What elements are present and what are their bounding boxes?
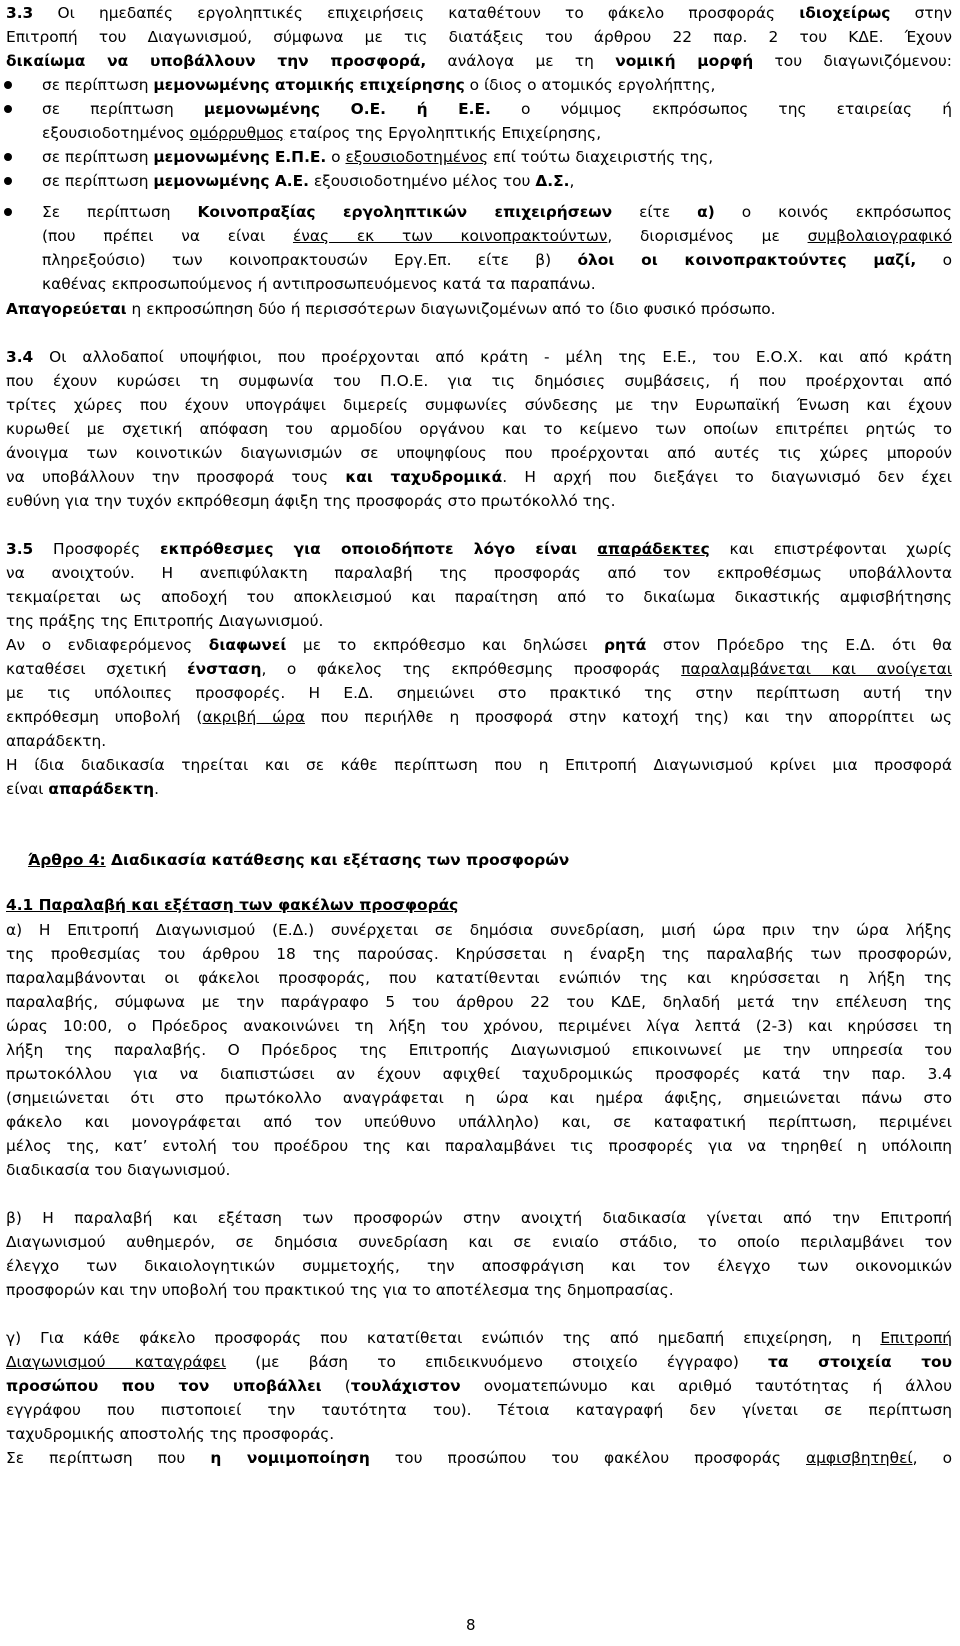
s4-1-a-line-6: λήξη της παραλαβής. Ο Πρόεδρος της Επιτροπής Διαγωνισμού επικοινωνεί με την υπηρεσία του bbox=[6, 1041, 952, 1059]
s3-4-line-7: ευθύνη για την τυχόν εκπρόθεσμη άφιξη της προσφοράς στο πρωτόκολλό της. bbox=[6, 492, 616, 510]
bullet-item-2: σε περίπτωση μεμονωμένης Ο.Ε. ή Ε.Ε. ο νόμιμος εκπρόσωπος της εταιρείας ή bbox=[42, 100, 952, 118]
page-number: 8 bbox=[466, 1616, 476, 1634]
s3-5-line-9: απαράδεκτη. bbox=[6, 732, 107, 750]
s4-1-a-line-4: παραλαβής, σύμφωνα με την παράγραφο 5 του άρθρου 22 του ΚΔΕ, δηλαδή μετά την επέλευση της bbox=[6, 993, 952, 1011]
section-number: 3.3 bbox=[6, 4, 34, 22]
s4-1-c-line-3: προσώπου που τον υποβάλλει (τουλάχιστον ονοματεπώνυμο και αριθμό ταυτότητας ή άλλου bbox=[6, 1377, 952, 1395]
s3-5-line-1: 3.5 Προσφορές εκπρόθεσμες για οποιοδήποτε λόγο είναι απαράδεκτες και επιστρέφονται χωρίς bbox=[6, 540, 952, 558]
s4-1-b-line-2: Διαγωνισμού αυθημερόν, σε δημόσια συνεδρίαση και σε ενιαίο στάδιο, το οποίο περιλαμβάνει τον bbox=[6, 1233, 952, 1251]
s3-4-line-4: κυρωθεί με σχετική απόφαση του αρμοδίου οργάνου και το κείμενο των οποίων επιτρέπει ρητώς το bbox=[6, 420, 952, 438]
bullet-item-2-cont: εξουσιοδοτημένος ομόρρυθμος εταίρος της Εργοληπτικής Επιχείρησης, bbox=[42, 124, 602, 142]
s4-1-b-line-3: έλεγχο των δικαιολογητικών συμμετοχής, την αποσφράγιση και τον έλεγχο των οικονομικών bbox=[6, 1257, 952, 1275]
s4-1-a-line-10: μέλος της, κατ’ εντολή του προέδρου της και παραλαμβάνει τις προσφορές για να τηρηθεί η υπόλοιπη bbox=[6, 1137, 952, 1155]
s3-4-line-6: να υποβάλλουν την προσφορά τους και ταχυδρομικά. Η αρχή που διεξάγει το διαγωνισμό δεν έχει bbox=[6, 468, 952, 486]
s3-5-line-7: με τις υπόλοιπες προσφορές. Η Ε.Δ. σημειώνει στο πρακτικό της στην περίπτωση αυτή την bbox=[6, 684, 952, 702]
bullet-item-5-cont-3: καθένας εκπροσωπούμενος ή αντιπροσωπευόμενος κατά τα παραπάνω. bbox=[42, 275, 596, 293]
s3-3-line-2: Επιτροπή του Διαγωνισμού, σύμφωνα με τις διατάξεις του άρθρου 22 παρ. 2 του ΚΔΕ. Έχουν bbox=[6, 28, 952, 46]
s3-3-line-3: δικαίωμα να υποβάλλουν την προσφορά, ανάλογα με τη νομική μορφή του διαγωνιζόμενου: bbox=[6, 52, 952, 70]
s4-1-c-line-2: Διαγωνισμού καταγράφει (με βάση το επιδεικνυόμενο στοιχείο έγγραφο) τα στοιχεία του bbox=[6, 1353, 952, 1371]
bullet-item-4: σε περίπτωση μεμονωμένης Α.Ε. εξουσιοδοτημένο μέλος του Δ.Σ., bbox=[42, 172, 575, 190]
s4-1-a-line-3: παραλαμβάνονται οι φάκελοι προσφοράς, που κατατίθενται ενώπιόν της και κηρύσσεται η λήξη της bbox=[6, 969, 952, 987]
s3-5-line-3: τεκμαίρεται ως αποδοχή του αποκλεισμού και παραίτηση από το δικαίωμα δικαστικής αμφισβήτησης bbox=[6, 588, 952, 606]
s3-5-line-10: Η ίδια διαδικασία τηρείται και σε κάθε περίπτωση που η Επιτροπή Διαγωνισμού κρίνει μια προσφορά bbox=[6, 756, 952, 774]
section-number: 3.5 bbox=[6, 540, 34, 558]
subsection-title: 4.1 Παραλαβή και εξέταση των φακέλων προσφοράς bbox=[6, 896, 459, 914]
s3-4-line-2: που έχουν κυρώσει τη συμφωνία του Π.Ο.Ε. για τις δημόσιες συμβάσεις, ή που προέρχονται από bbox=[6, 372, 952, 390]
s4-1-b-line-1: β) Η παραλαβή και εξέταση των προσφορών στην ανοιχτή διαδικασία γίνεται από την Επιτροπή bbox=[6, 1209, 952, 1227]
bullet-icon bbox=[4, 153, 12, 161]
bullet-item-5-cont-1: (που πρέπει να είναι ένας εκ των κοινοπρακτούντων, διορισμένος με συμβολαιογραφικό bbox=[42, 227, 952, 245]
s3-4-line-5: άνοιγμα των κοινοτικών διαγωνισμών σε υποψηφίους που προέρχονται από αυτές τις χώρες μπορούν bbox=[6, 444, 952, 462]
s4-1-c-line-5: ταχυδρομικής αποστολής της προσφοράς. bbox=[6, 1425, 335, 1443]
s3-3-last-line: Απαγορεύεται η εκπροσώπηση δύο ή περισσότερων διαγωνιζομένων από το ίδιο φυσικό πρόσωπο. bbox=[6, 300, 776, 318]
bullet-item-5: Σε περίπτωση Κοινοπραξίας εργοληπτικών επιχειρήσεων είτε α) ο κοινός εκπρόσωπος bbox=[42, 203, 952, 221]
s4-1-a-line-2: της προθεσμίας του άρθρου 18 της παρούσας. Κηρύσσεται η έναρξη της παραλαβής των προσφορών, bbox=[6, 945, 952, 963]
article-title: Άρθρο 4: Διαδικασία κατάθεσης και εξέτασης των προσφορών bbox=[28, 851, 570, 869]
s3-5-line-2: να ανοιχτούν. Η ανεπιφύλακτη παραλαβή της προσφοράς από τον εκπροθέσμως υποβάλλοντα bbox=[6, 564, 952, 582]
s3-4-line-1: 3.4 Οι αλλοδαποί υποψήφιοι, που προέρχονται από κράτη - μέλη της Ε.Ε., του Ε.Ο.Χ. και από κράτη bbox=[6, 348, 952, 366]
s3-3-line-1: 3.3 Οι ημεδαπές εργοληπτικές επιχειρήσεις καταθέτουν το φάκελο προσφοράς ιδιοχείρως στην bbox=[6, 4, 952, 22]
s4-1-a-line-11: διαδικασία του διαγωνισμού. bbox=[6, 1161, 231, 1179]
s4-1-c-line-6: Σε περίπτωση που η νομιμοποίηση του προσώπου του φακέλου προσφοράς αμφισβητηθεί, ο bbox=[6, 1449, 952, 1467]
s4-1-a-line-7: πρωτοκόλλου για να διαπιστώσει αν έχουν αφιχθεί ταχυδρομικώς προσφορές κατά την παρ. 3.4 bbox=[6, 1065, 952, 1083]
s3-4-line-3: τρίτες χώρες που έχουν υπογράψει διμερείς συμφωνίες σύνδεσης με την Ευρωπαϊκή Ένωση και έχουν bbox=[6, 396, 952, 414]
s4-1-a-line-8: (σημειώνεται ότι στο πρωτόκολλο αναγράφεται η ώρα και ημέρα άφιξης, σημειώνεται πάνω στο bbox=[6, 1089, 952, 1107]
bullet-icon bbox=[4, 177, 12, 185]
s4-1-b-line-4: προσφορών και την υποβολή του πρακτικού της για το αποτέλεσμα της δημοπρασίας. bbox=[6, 1281, 674, 1299]
bullet-item-5-cont-2: πληρεξούσιο) των κοινοπρακτουσών Εργ.Επ. είτε β) όλοι οι κοινοπρακτούντες μαζί, ο bbox=[42, 251, 952, 269]
s4-1-c-line-1: γ) Για κάθε φάκελο προσφοράς που κατατίθεται ενώπιόν της από ημεδαπή επιχείρηση, η Επιτροπή bbox=[6, 1329, 952, 1347]
bullet-icon bbox=[4, 208, 12, 216]
s3-5-line-11: είναι απαράδεκτη. bbox=[6, 780, 160, 798]
s3-5-line-6: καταθέσει σχετική ένσταση, ο φάκελος της εκπρόθεσμης προσφοράς παραλαμβάνεται και ανοίγεται bbox=[6, 660, 952, 678]
s4-1-c-line-4: εγγράφου που πιστοποιεί την ταυτότητα του). Τέτοια καταγραφή δεν γίνεται σε περίπτωση bbox=[6, 1401, 952, 1419]
bullet-icon bbox=[4, 81, 12, 89]
bullet-icon bbox=[4, 105, 12, 113]
s3-5-line-4: της πράξης της Επιτροπής Διαγωνισμού. bbox=[6, 612, 324, 630]
bullet-item-3: σε περίπτωση μεμονωμένης Ε.Π.Ε. ο εξουσιοδοτημένος επί τούτω διαχειριστής της, bbox=[42, 148, 714, 166]
s4-1-a-line-5: ώρας 10:00, ο Πρόεδρος ανακοινώνει τη λήξη του χρόνου, περιμένει λίγα λεπτά (2-3) και κηρύσσει τη bbox=[6, 1017, 952, 1035]
s4-1-a-line-1: α) Η Επιτροπή Διαγωνισμού (Ε.Δ.) συνέρχεται σε δημόσια συνεδρίαση, μισή ώρα πριν την ώρα λήξης bbox=[6, 921, 952, 939]
s4-1-a-line-9: φάκελο και μονογράφεται από τον υπεύθυνο υπάλληλο) και, σε καταφατική περίπτωση, περιμένει bbox=[6, 1113, 952, 1131]
s3-5-line-5: Αν ο ενδιαφερόμενος διαφωνεί με το εκπρόθεσμο και δηλώσει ρητά στον Πρόεδρο της Ε.Δ. ότι θα bbox=[6, 636, 952, 654]
s3-5-line-8: εκπρόθεσμη υποβολή (ακριβή ώρα που περιήλθε η προσφορά στην κατοχή της) και την απορρίπτει ως bbox=[6, 708, 952, 726]
bullet-item-1: σε περίπτωση μεμονωμένης ατομικής επιχείρησης ο ίδιος ο ατομικός εργολήπτης, bbox=[42, 76, 716, 94]
section-number: 3.4 bbox=[6, 348, 34, 366]
